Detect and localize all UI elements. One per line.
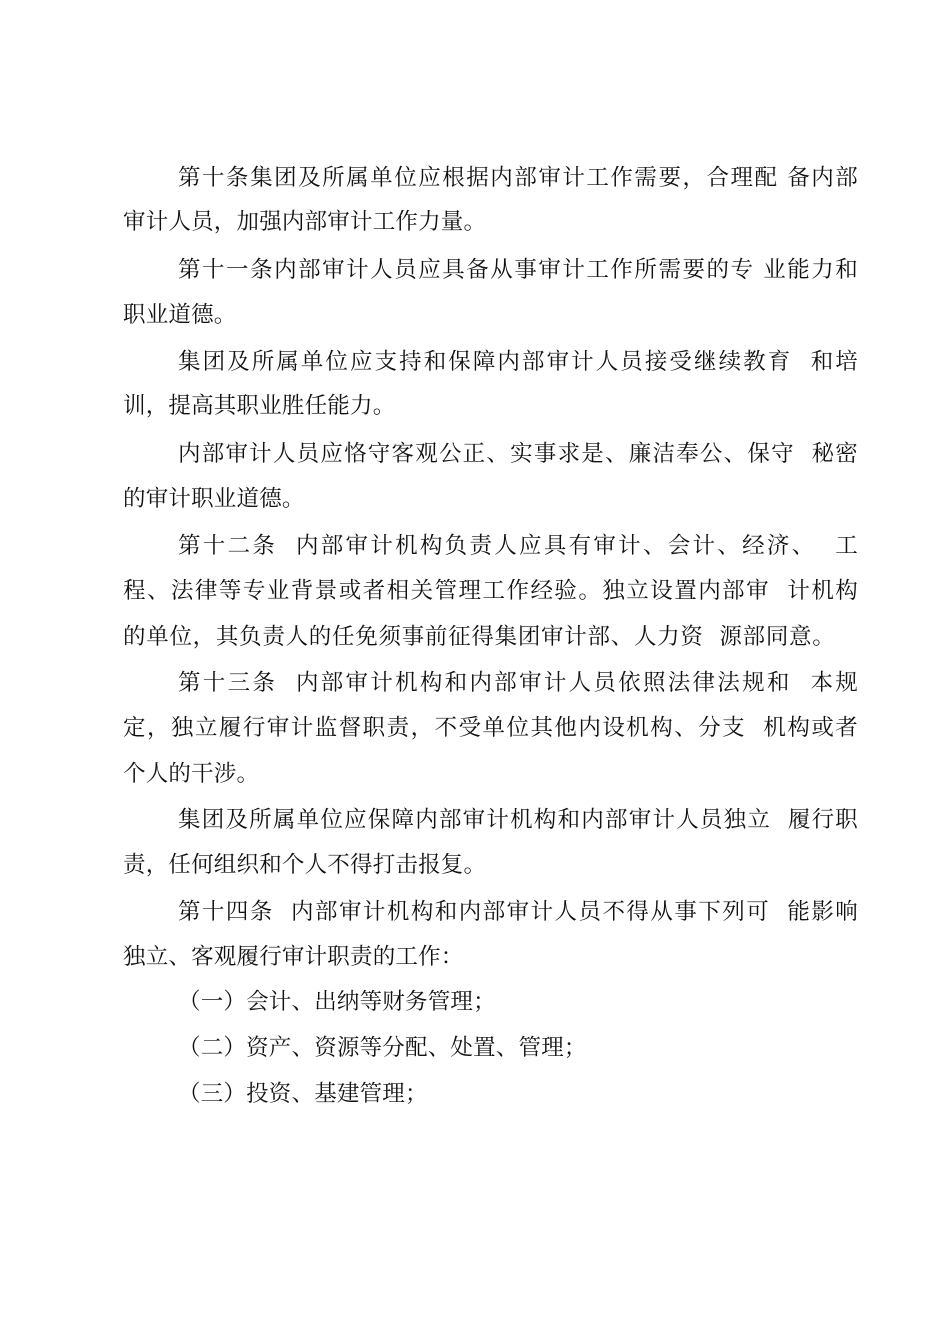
- text-line: 的单位，其负责人的任免须事前征得集团审计部、人力资 源部同意。: [123, 624, 835, 650]
- text-line: 第十四条 内部审计机构和内部审计人员不得从事下列可 能影响: [178, 899, 858, 925]
- text-line: 集团及所属单位应保障内部审计机构和内部审计人员独立 履行职: [178, 807, 858, 833]
- list-item: （二）资产、资源等分配、处置、管理；: [178, 1035, 587, 1061]
- text-line: 第十条集团及所属单位应根据内部审计工作需要，合理配 备内部: [178, 165, 858, 191]
- text-line: 审计人员，加强内部审计工作力量。: [123, 209, 487, 235]
- text-line: 职业道德。: [123, 302, 237, 328]
- text-line: 定，独立履行审计监督职责，不受单位其他内设机构、分支 机构或者: [123, 715, 858, 741]
- text-line: 第十三条 内部审计机构和内部审计人员依照法律法规和 本规: [178, 670, 858, 696]
- text-line: 第十一条内部审计人员应具备从事审计工作所需要的专 业能力和: [178, 257, 858, 283]
- text-line: 训，提高其职业胜任能力。: [123, 393, 396, 419]
- text-line: 责，任何组织和个人不得打击报复。: [123, 852, 487, 878]
- text-line: 集团及所属单位应支持和保障内部审计人员接受继续教育 和培: [178, 349, 858, 375]
- text-line: 第十二条 内部审计机构负责人应具有审计、会计、经济、 工: [178, 533, 858, 559]
- list-item: （三）投资、基建管理；: [178, 1081, 428, 1107]
- text-line: 的审计职业道德。: [123, 486, 305, 512]
- text-line: 个人的干涉。: [123, 761, 260, 787]
- text-line: 内部审计人员应恪守客观公正、实事求是、廉洁奉公、保守 秘密: [178, 441, 858, 467]
- text-line: 程、法律等专业背景或者相关管理工作经验。独立设置内部审 计机构: [123, 578, 858, 604]
- text-line: 独立、客观履行审计职责的工作：: [123, 944, 464, 970]
- list-item: （一）会计、出纳等财务管理；: [178, 989, 496, 1015]
